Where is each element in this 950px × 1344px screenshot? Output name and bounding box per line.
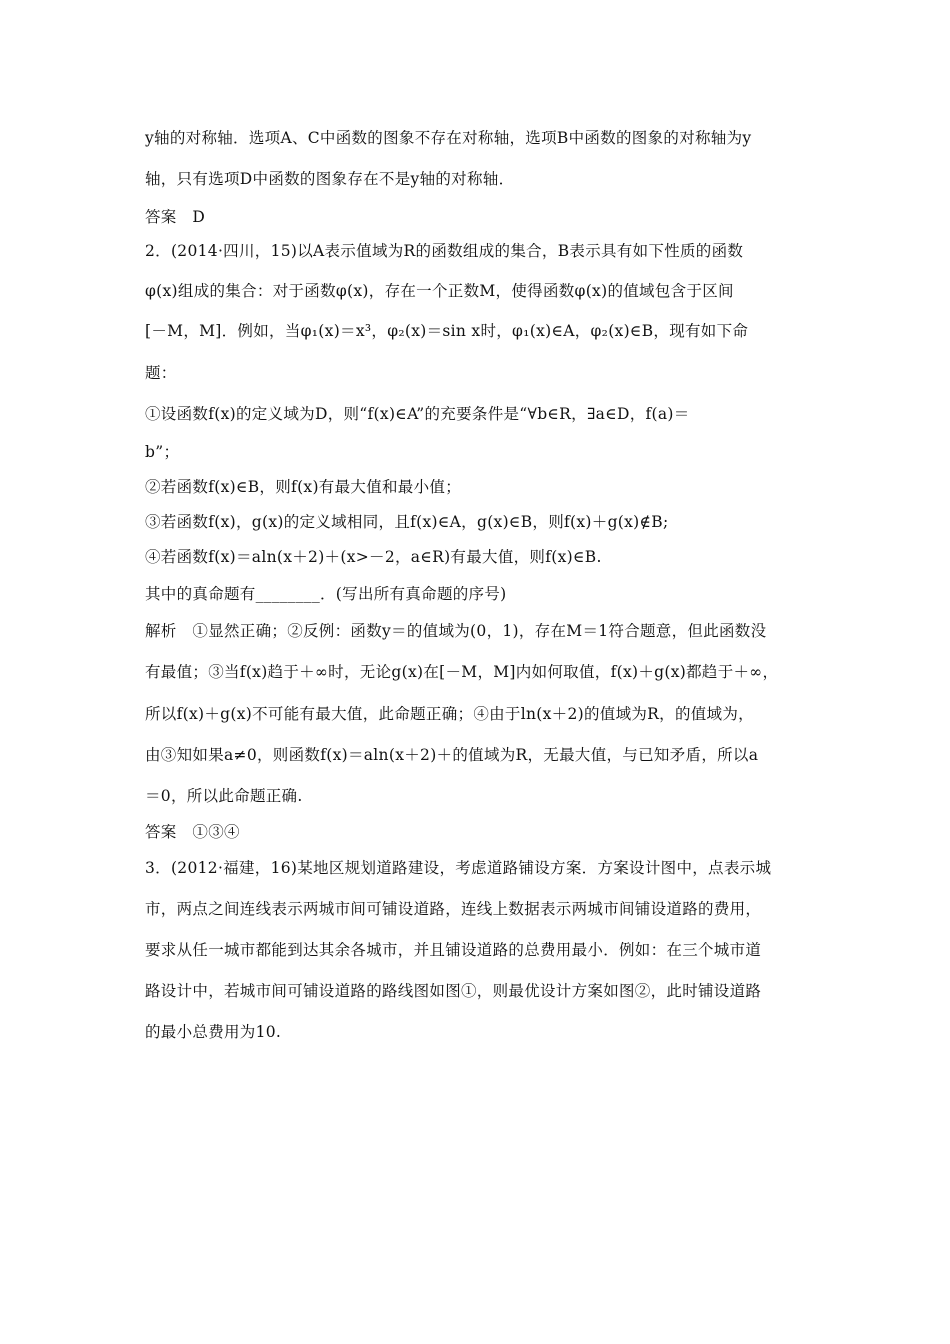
proposition-1: ①设函数f(x)的定义域为D，则“f(x)∈A”的充要条件是“∀b∈R，∃a∈D，f(a)＝ <box>145 405 690 423</box>
proposition-4: ④若函数f(x)＝aln(x＋2)＋(x>－2，a∈R)有最大值，则f(x)∈B. <box>145 548 602 566</box>
text-line: ＝0，所以此命题正确. <box>145 787 303 805</box>
problem-3-line: 3．(2012·福建，16)某地区规划道路建设，考虑道路铺设方案．方案设计图中，点表示城 <box>145 859 772 877</box>
text-line: φ(x)组成的集合：对于函数φ(x)，存在一个正数M，使得函数φ(x)的值域包含于区间 <box>145 282 734 300</box>
text-line: 所以f(x)＋g(x)不可能有最大值，此命题正确；④由于ln(x＋2)的值域为R，的值域为， <box>145 705 754 723</box>
question-line: 其中的真命题有________．(写出所有真命题的序号) <box>145 585 507 603</box>
text-line: 路设计中，若城市间可铺设道路的路线图如图①，则最优设计方案如图②，此时铺设道路 <box>145 982 762 1000</box>
analysis-line: 解析 ①显然正确；②反例：函数y＝的值域为(0，1)，存在M＝1符合题意，但此函数没 <box>145 622 767 640</box>
text-line: 的最小总费用为10. <box>145 1023 282 1041</box>
problem-2-line: 2．(2014·四川，15)以A表示值域为R的函数组成的集合，B表示具有如下性质的函数 <box>145 242 744 260</box>
proposition-2: ②若函数f(x)∈B，则f(x)有最大值和最小值； <box>145 478 462 496</box>
text-line: 由③知如果a≠0，则函数f(x)＝aln(x＋2)＋的值域为R，无最大值，与已知矛盾，所以a <box>145 746 759 764</box>
proposition-3: ③若函数f(x)，g(x)的定义域相同，且f(x)∈A，g(x)∈B，则f(x)＋g(x)∉B; <box>145 513 669 531</box>
answer-line: 答案 D <box>145 208 206 226</box>
answer-line: 答案 ①③④ <box>145 823 240 841</box>
text-line: y轴的对称轴．选项A、C中函数的图象不存在对称轴，选项B中函数的图象的对称轴为y <box>145 129 752 147</box>
text-line: [－M，M]．例如，当φ₁(x)＝x³，φ₂(x)＝sin x时，φ₁(x)∈A，φ₂(x)∈B，现有如下命 <box>145 322 749 340</box>
text-line: b”； <box>145 443 180 461</box>
text-line: 题： <box>145 364 177 382</box>
text-line: 轴，只有选项D中函数的图象存在不是y轴的对称轴． <box>145 170 515 188</box>
text-line: 市，两点之间连线表示两城市间可铺设道路，连线上数据表示两城市间铺设道路的费用， <box>145 900 762 918</box>
text-line: 有最值；③当f(x)趋于＋∞时，无论g(x)在[－M，M]内如何取值，f(x)＋g(x)都趋于＋∞， <box>145 663 779 681</box>
text-line: 要求从任一城市都能到达其余各城市，并且铺设道路的总费用最小．例如：在三个城市道 <box>145 941 762 959</box>
